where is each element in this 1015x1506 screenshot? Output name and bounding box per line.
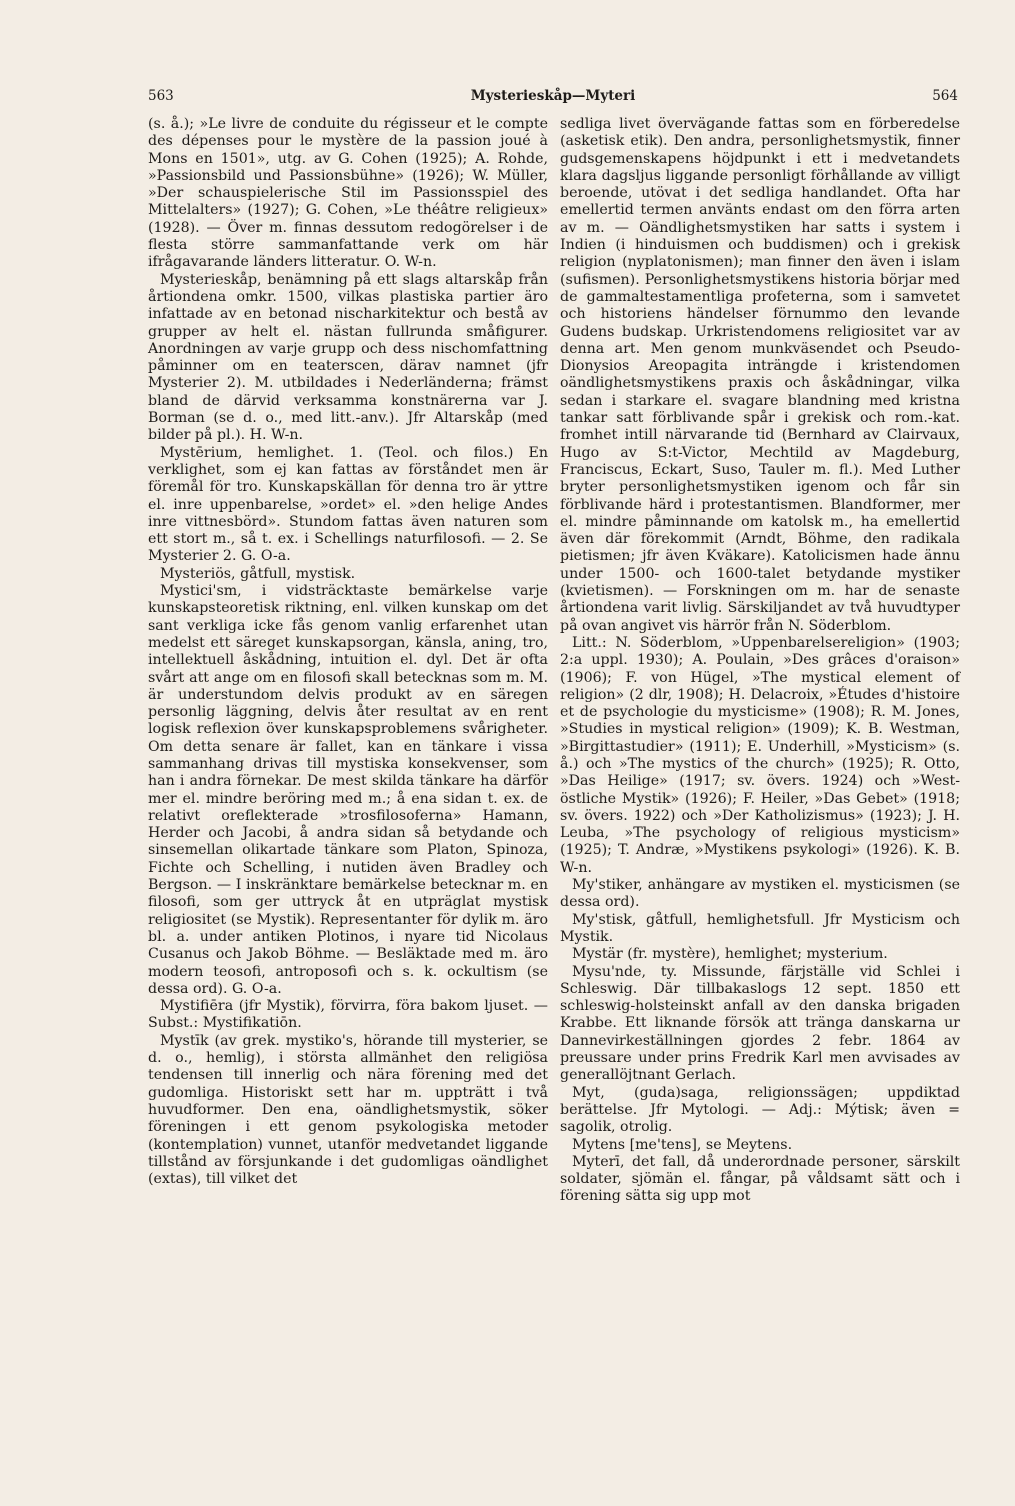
page-number-left: 563: [148, 88, 174, 104]
entry-myteri: Myterī, det fall, då underordnade personer, särskilt soldater, sjömän el. fångar, på våldsamt sätt och i förening sätta sig upp mot: [560, 1153, 960, 1205]
page-title: Mysterieskåp—Myteri: [470, 88, 636, 104]
entry-mysterieskap: Mysterieskåp, benämning på ett slags altarskåp från årtiondena omkr. 1500, vilkas plastiska partier äro infattade av en betonad nischarkitektur och bestå av grupper av helt el. nästan fullrunda småfigurer. Anordningen av varje grupp och dess nischomfattning påminner om en teaterscen, därav namnet (jfr Mysterier 2). M. utbildades i Nederländerna; främst bland de därvid verksamma konstnärerna var J. Borman (se d. o., med litt.-anv.). Jfr Altarskåp (med bilder på pl.). H. W-n.: [148, 271, 548, 444]
entry-mystiker: My'stiker, anhängare av mystiken el. mysticismen (se dessa ord).: [560, 877, 960, 911]
entry-mysunde: Mysu'nde, ty. Missunde, färjställe vid Schlei i Schleswig. Där tillbakaslogs 12 sept. 1850 ett schleswig-holsteinskt anfall av den danska brigaden Krabbe. Ett liknande försök att tränga danskarna ur Dannevirkeställningen gjordes 2 febr. 1864 av preussare under prins Fredrik Karl men avvisades av generallöjtnant Gerlach.: [560, 963, 960, 1084]
entry-continuation-mysterier: (s. å.); »Le livre de conduite du régisseur et le compte des dépenses pour le mystère de la passion joué à Mons en 1501», utg. av G. Cohen (1925); A. Rohde, »Passionsbild und Passionsbühne» (1926); W. Müller, »Der schauspielerische Stil im Passionsspiel des Mittelalters» (1927); G. Cohen, »Le théâtre religieux» (1928). — Över m. finnas dessutom redogörelser i de flesta större sammanfattande verk om här ifrågavarande länders litteratur. O. W-n.: [148, 116, 548, 271]
left-column: [148, 116, 548, 1188]
entry-mystifiera: Mystifiēra (jfr Mystik), förvirra, föra bakom ljuset. — Subst.: Mystifikatiōn.: [148, 998, 548, 1032]
entry-mystik-literature: Litt.: N. Söderblom, »Uppenbarelsereligion» (1903; 2:a uppl. 1930); A. Poulain, »Des grâces d'oraison» (1906); F. von Hügel, »The mystical element of religion» (2 dlr, 1908); H. Delacroix, »Études d'histoire et de psychologie du mysticisme» (1908); R. M. Jones, »Studies in mystical religion» (1909); K. B. Westman, »Birgittastudier» (1911); E. Underhill, »Mysticism» (s. å.) och »The mystics of the church» (1925); R. Otto, »Das Heilige» (1917; sv. övers. 1924) och »West-östliche Mystik» (1926); F. Heiler, »Das Gebet» (1918; sv. övers. 1922) och »Der Katholizismus» (1923); J. H. Leuba, »The psychology of religious mysticism» (1925); T. Andræ, »Mystikens psykologi» (1926). K. B. W-n.: [560, 634, 960, 876]
page-number-right: 564: [932, 88, 958, 104]
entry-mystisk: My'stisk, gåtfull, hemlighetsfull. Jfr Mysticism och Mystik.: [560, 911, 960, 945]
running-header: [148, 88, 958, 108]
entry-mytens: Mytens [me'tens], se Meytens.: [572, 1136, 793, 1153]
entry-mystar: Mystär (fr. mystère), hemlighet; mysterium.: [572, 946, 888, 963]
right-column: [560, 116, 960, 1206]
entry-mystik-continued: sedliga livet övervägande fattas som en förberedelse (asketisk etik). Den andra, personlighetsmystik, finner gudsgemenskapens höjdpunkt i ett i medvetandets klara dagsljus liggande personligt förhållande av villigt beroende, utövat i det sedliga handlandet. Ofta har emellertid termen använts endast om den förra arten av m. — Oändlighetsmystiken har satts i system i Indien (i hinduismen och buddismen) och i grekisk religion (nyplatonismen); man finner den även i islam (sufismen). Personlighetsmystikens historia börjar med de gammaltestamentliga profeterna, som i samvetet och historiens händelser förnummo den levande Gudens budskap. Urkristendomens religiositet var av denna art. Men genom munkväsendet och Pseudo-Dionysios Areopagita inträngde i kristendomen oändlighetsmystikens praxis och åskådningar, vilka sedan i starkare el. svagare blandning med kristna tankar satt förblivande spår i grekisk och rom.-kat. fromhet intill närvarande tid (Bernhard av Clairvaux, Hugo av S:t-Victor, Mechtild av Magdeburg, Franciscus, Eckart, Suso, Tauler m. fl.). Med Luther bryter personlighetsmystiken igenom och får sin förblivande härd i protestantismen. Blandformer, mer el. mindre påminnande om katolsk m., ha emellertid även där förekommit (Arndt, Böhme, den radikala pietismen; jfr även Kväkare). Katolicismen hade ännu under 1500- och 1600-talet betydande mystiker (kvietismen). — Forskningen om m. har de senaste årtiondena varit livlig. Särskiljandet av två huvudtyper på ovan angivet vis härrör från N. Söderblom.: [560, 116, 960, 634]
entry-mysterios: Mysteriös, gåtfull, mystisk.: [160, 565, 356, 582]
entry-mystik: Mystīk (av grek. mystiko's, hörande till mysterier, se d. o., hemlig), i största allmänhet den religiösa tendensen till innerlig och nära förening med det gudomliga. Historiskt sett har m. uppträtt i två huvudformer. Den ena, oändlighetsmystik, söker föreningen i ett genom psykologiska metoder (kontemplation) vunnet, utanför medvetandet liggande tillstånd av försjunkande i det gudomligas oändlighet (extas), till vilket det: [148, 1032, 548, 1188]
entry-mysticism: Mystici'sm, i vidsträcktaste bemärkelse varje kunskapsteoretisk riktning, enl. vilken kunskap om det sant verkliga icke fås genom vanlig erfarenhet utan medelst ett säreget kunskapsorgan, känsla, aning, tro, intellektuell åskådning, intuition el. dyl. Det är ofta svårt att ange om en filosofi skall betecknas som m. M. är understundom delvis produkt av en säregen personlig läggning, delvis åter resultat av en rent logisk reflexion över kunskapsproblemens svårigheter. Om detta senare är fallet, kan en tänkare i vissa sammanhang drivas till mystiska konsekvenser, som han i andra förnekar. De mest skilda tänkare ha därför mer el. mindre beröring med m.; å ena sidan t. ex. de relativt oreflekterade »trosfilosoferna» Hamann, Herder och Jacobi, å andra sidan så betydande och sinsemellan olikartade tänkare som Platon, Spinoza, Fichte och Schelling, i nutiden även Bradley och Bergson. — I inskränktare bemärkelse betecknar m. en filosofi, som ger uttryck åt en utpräglat mystisk religiositet (se Mystik). Representanter för dylik m. äro bl. a. under antiken Plotinos, i nyare tid Nicolaus Cusanus och Jakob Böhme. — Besläktade med m. äro modern teosofi, antroposofi och s. k. ockultism (se dessa ord). G. O-a.: [148, 583, 548, 997]
entry-mysterium: Mystērium, hemlighet. 1. (Teol. och filos.) En verklighet, som ej kan fattas av förståndet men är föremål för tro. Kunskapskällan för denna tro är yttre el. inre uppenbarelse, »ordet» el. »den helige Andes inre vittnesbörd». Stundom fattas även naturen som ett stort m., så t. ex. i Schellings naturfilosofi. — 2. Se Mysterier 2. G. O-a.: [148, 444, 548, 565]
entry-myt: Myt, (guda)saga, religionssägen; uppdiktad berättelse. Jfr Mytologi. — Adj.: Mýtisk; även = sagolik, otrolig.: [560, 1084, 960, 1136]
